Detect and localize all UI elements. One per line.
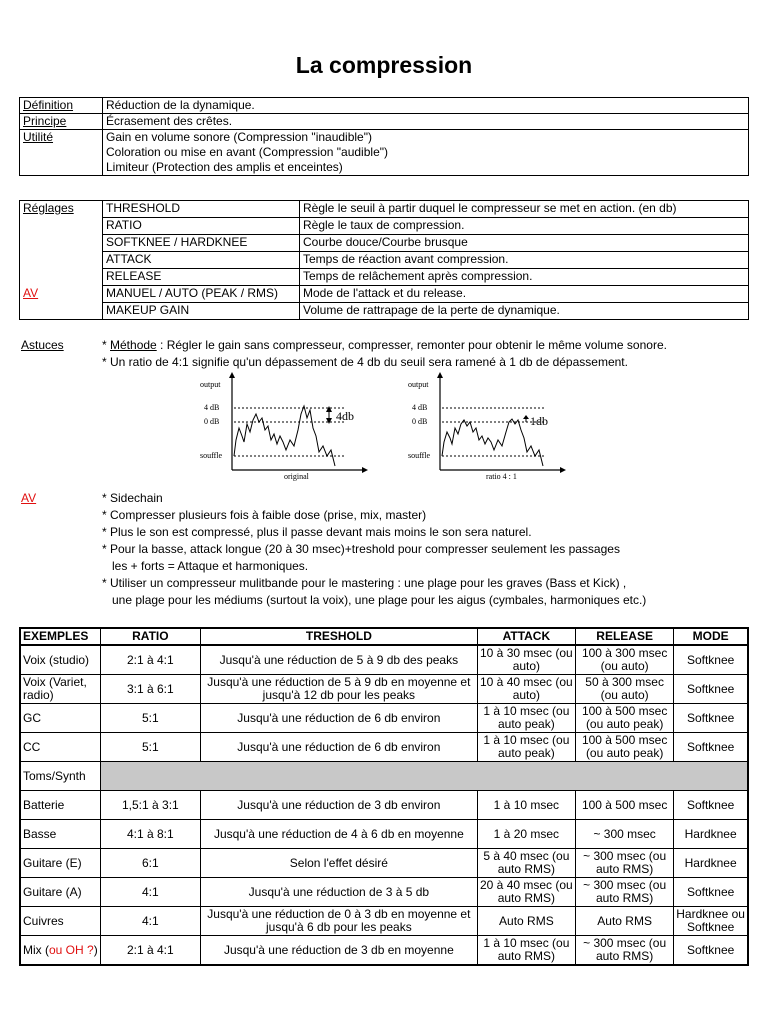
svg-text:souffle: souffle	[200, 451, 223, 460]
table-row: CC 5:1 Jusqu'à une réduction de 6 db environ 1 à 10 msec (ou auto peak) 100 à 500 msec (ou auto peak) Softknee	[20, 733, 748, 762]
svg-text:souffle: souffle	[408, 451, 431, 460]
table-row: Batterie 1,5:1 à 3:1 Jusqu'à une réduction de 3 db environ 1 à 10 msec 100 à 500 msec Softknee	[20, 791, 748, 820]
av-tip-line: une plage pour les médiums (surtout la voix), une plage pour les aigus (cymbales, harmoniques etc.)	[102, 593, 647, 607]
svg-text:4 dB: 4 dB	[204, 403, 220, 412]
examples-table	[19, 627, 749, 966]
av-tip-line: * Plus le son est compressé, plus il passe devant mais moins le son sera naturel.	[102, 525, 532, 539]
table-row: Voix (studio) 2:1 à 4:1 Jusqu'à une réduction de 5 à 9 db des peaks 10 à 30 msec (ou auto) 100 à 300 msec (ou auto) Softknee	[20, 645, 748, 675]
svg-text:0 dB: 0 dB	[204, 417, 220, 426]
reglages-table	[19, 200, 749, 320]
param-cell: MANUEL / AUTO (PEAK / RMS)	[103, 286, 300, 303]
definition-text: Réduction de la dynamique.	[103, 98, 749, 114]
param-desc: Mode de l'attack et du release.	[300, 286, 749, 303]
svg-text:1db: 1db	[530, 414, 548, 428]
header-attack: ATTACK	[477, 628, 575, 645]
svg-text:ratio 4 : 1: ratio 4 : 1	[486, 472, 517, 481]
definition-label: Définition	[20, 98, 103, 114]
av-tip-line: * Utiliser un compresseur mulitbande pour le mastering : une plage pour les graves (Bass et Kick) ,	[102, 576, 627, 590]
param-desc: Règle le taux de compression.	[300, 218, 749, 235]
header-exemples: EXEMPLES	[20, 628, 100, 645]
header-release: RELEASE	[576, 628, 674, 645]
param-desc: Règle le seuil à partir duquel le compresseur se met en action. (en db)	[300, 201, 749, 218]
header-treshold: TRESHOLD	[200, 628, 477, 645]
param-desc: Courbe douce/Courbe brusque	[300, 235, 749, 252]
definitions-table	[19, 97, 749, 176]
figure-original	[200, 372, 368, 481]
param-cell: THRESHOLD	[103, 201, 300, 218]
page-title: La compression	[295, 52, 473, 78]
principe-text: Écrasement des crêtes.	[103, 114, 749, 130]
param-cell: SOFTKNEE / HARDKNEE	[103, 235, 300, 252]
param-cell: RELEASE	[103, 269, 300, 286]
av-tip-line: * Pour la basse, attack longue (20 à 30 msec)+treshold pour compresser seulement les passages	[102, 542, 620, 556]
av-tip-line: * Sidechain	[102, 491, 163, 505]
principe-label: Principe	[20, 114, 103, 130]
utilite-label: Utilité	[20, 130, 103, 176]
param-desc: Temps de réaction avant compression.	[300, 252, 749, 269]
reglages-label: Réglages	[23, 201, 74, 215]
astuces-ratio: * Un ratio de 4:1 signifie qu'un dépassement de 4 db du seuil sera ramené à 1 db de dépassement.	[102, 355, 628, 369]
table-row: Guitare (A) 4:1 Jusqu'à une réduction de 3 à 5 db 20 à 40 msec (ou auto RMS) ~ 300 msec (ou auto RMS) Softknee	[20, 878, 748, 907]
param-cell: ATTACK	[103, 252, 300, 269]
svg-text:4 dB: 4 dB	[412, 403, 428, 412]
table-row: Mix (ou OH ?) 2:1 à 4:1 Jusqu'à une réduction de 3 db en moyenne 1 à 10 msec (ou auto RMS) ~ 300 msec (ou auto RMS) Softknee	[20, 936, 748, 966]
av-tips-label: AV	[21, 491, 37, 505]
compression-figures	[196, 370, 576, 482]
param-desc: Temps de relâchement après compression.	[300, 269, 749, 286]
table-row: Basse 4:1 à 8:1 Jusqu'à une réduction de 4 à 6 db en moyenne 1 à 20 msec ~ 300 msec Hardknee	[20, 820, 748, 849]
svg-text:4db: 4db	[336, 409, 354, 423]
table-row: Toms/Synth	[20, 762, 748, 791]
av-tip-line: les + forts = Attaque et harmoniques.	[102, 559, 309, 573]
av-label: AV	[23, 285, 39, 300]
astuces-methode: * Méthode : Régler le gain sans compresseur, compresser, remonter pour obtenir le même volume sonore.	[102, 338, 667, 352]
figure-ratio	[408, 372, 566, 481]
table-row: GC 5:1 Jusqu'à une réduction de 6 db environ 1 à 10 msec (ou auto peak) 100 à 500 msec (ou auto peak) Softknee	[20, 704, 748, 733]
header-mode: MODE	[674, 628, 748, 645]
param-cell: RATIO	[103, 218, 300, 235]
table-row: Guitare (E) 6:1 Selon l'effet désiré 5 à 40 msec (ou auto RMS) ~ 300 msec (ou auto RMS) Hardknee	[20, 849, 748, 878]
svg-text:0 dB: 0 dB	[412, 417, 428, 426]
astuces-label: Astuces	[21, 338, 64, 352]
table-row: Voix (Variet, radio) 3:1 à 6:1 Jusqu'à une réduction de 5 à 9 db en moyenne et jusqu'à 12 db pour les peaks 10 à 40 msec (ou auto) 50 à 300 msec (ou auto) Softknee	[20, 675, 748, 704]
header-ratio: RATIO	[100, 628, 200, 645]
param-desc: Volume de rattrapage de la perte de dynamique.	[300, 303, 749, 320]
svg-text:output: output	[408, 380, 429, 389]
utilite-text: Gain en volume sonore (Compression "inaudible") Coloration ou mise en avant (Compression "audible") Limiteur (Protection des amplis et enceintes)	[106, 130, 388, 174]
param-cell: MAKEUP GAIN	[103, 303, 300, 320]
av-tip-line: * Compresser plusieurs fois à faible dose (prise, mix, master)	[102, 508, 427, 522]
svg-text:output: output	[200, 380, 221, 389]
table-row: Cuivres 4:1 Jusqu'à une réduction de 0 à 3 db en moyenne et jusqu'à 6 db pour les peaks Auto RMS Auto RMS Hardknee ou Softknee	[20, 907, 748, 936]
svg-text:original: original	[284, 472, 309, 481]
